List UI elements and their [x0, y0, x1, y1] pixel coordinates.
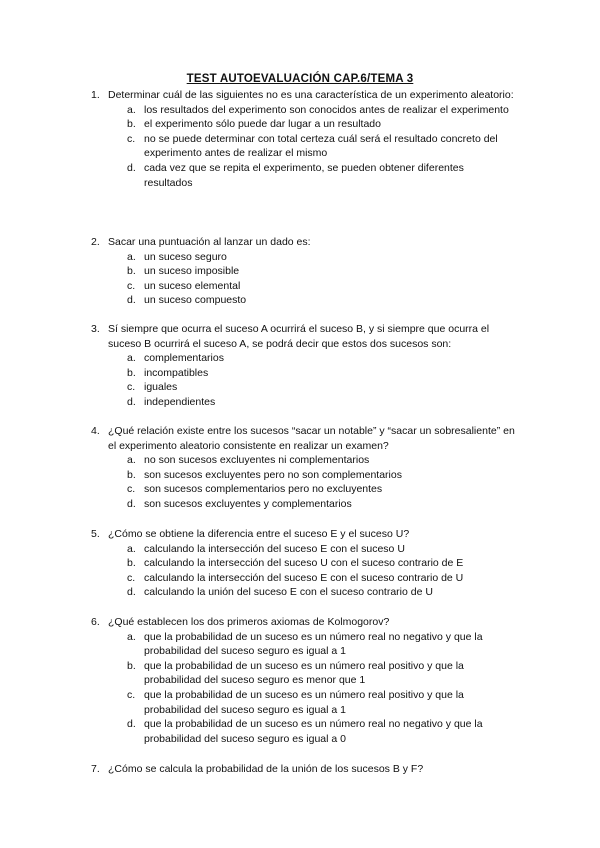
option-text: calculando la intersección del suceso E con el suceso U [144, 542, 405, 555]
option [108, 468, 510, 483]
option [108, 688, 510, 717]
question [0, 615, 600, 746]
option-text: calculando la intersección del suceso E con el suceso contrario de U [144, 571, 464, 584]
option-text: un suceso compuesto [144, 294, 247, 307]
question [0, 322, 600, 410]
option-list [108, 103, 600, 191]
option-list [108, 351, 600, 409]
option [108, 103, 510, 118]
option [108, 279, 510, 294]
option [108, 395, 510, 410]
option-letter: a. [127, 352, 136, 365]
option-letter: c. [127, 132, 136, 145]
option-text: son sucesos excluyentes pero no son complementarios [144, 468, 402, 481]
option-text: son sucesos excluyentes y complementarios [144, 497, 352, 510]
option-letter: b. [127, 265, 136, 278]
option [108, 556, 510, 571]
question [0, 762, 600, 777]
option-letter: d. [127, 497, 136, 510]
option-text: no son sucesos excluyentes ni complementarios [144, 454, 370, 467]
option [108, 453, 510, 468]
option-letter: d. [127, 161, 136, 174]
option [108, 542, 510, 557]
option [108, 630, 510, 659]
option-text: complementarios [144, 352, 224, 365]
question-number: 2. [91, 236, 100, 248]
option-list [108, 453, 600, 511]
option [108, 132, 510, 161]
option-letter: c. [127, 483, 136, 496]
question-text: ¿Qué establecen los dos primeros axiomas de Kolmogorov? [108, 616, 390, 628]
option [108, 161, 510, 190]
option-text: el experimento sólo puede dar lugar a un resultado [144, 118, 381, 131]
option-letter: a. [127, 542, 136, 555]
option-text: un suceso seguro [144, 250, 227, 263]
option-text: incompatibles [144, 366, 209, 379]
option [108, 293, 510, 308]
option-text: que la probabilidad de un suceso es un número real no negativo y que la probabilidad del suceso seguro es igual a 1 [144, 630, 483, 658]
option [108, 497, 510, 512]
question-number: 5. [91, 528, 100, 540]
option [108, 585, 510, 600]
option-list [108, 630, 600, 747]
option [108, 117, 510, 132]
option [108, 659, 510, 688]
question-text: Sí siempre que ocurra el suceso A ocurrirá el suceso B, y si siempre que ocurra el suceso B ocurrirá el suceso A, se podrá decir que estos dos sucesos son: [108, 323, 490, 350]
option-letter: b. [127, 366, 136, 379]
question-number: 6. [91, 616, 100, 628]
option-text: cada vez que se repita el experimento, se pueden obtener diferentes resultados [144, 161, 464, 189]
question-number: 4. [91, 425, 100, 437]
option-letter: a. [127, 250, 136, 263]
option-letter: a. [127, 454, 136, 467]
question-text: ¿Cómo se calcula la probabilidad de la unión de los sucesos B y F? [108, 763, 424, 775]
option-letter: c. [127, 381, 136, 394]
option-letter: b. [127, 118, 136, 131]
option [108, 366, 510, 381]
option-letter: c. [127, 688, 136, 701]
option-letter: d. [127, 294, 136, 307]
option-text: calculando la intersección del suceso U con el suceso contrario de E [144, 557, 464, 570]
option-text: independientes [144, 395, 216, 408]
page-title: TEST AUTOEVALUACIÓN CAP.6/TEMA 3 [186, 73, 414, 85]
question [0, 235, 600, 308]
option-letter: d. [127, 395, 136, 408]
question [0, 527, 600, 600]
option-text: son sucesos complementarios pero no excluyentes [144, 483, 383, 496]
option-text: un suceso elemental [144, 279, 241, 292]
option-text: los resultados del experimento son conocidos antes de realizar el experimento [144, 103, 509, 116]
option-text: calculando la unión del suceso E con el suceso contrario de U [144, 586, 433, 599]
option [108, 351, 510, 366]
question-number: 1. [91, 89, 100, 101]
option [108, 380, 510, 395]
question-number: 7. [91, 763, 100, 775]
option-list [108, 542, 600, 600]
option-text: que la probabilidad de un suceso es un número real no negativo y que la probabilidad del suceso seguro es igual a 0 [144, 718, 483, 745]
option-text: un suceso imposible [144, 265, 240, 278]
question [0, 88, 600, 190]
option-letter: b. [127, 468, 136, 481]
option-letter: b. [127, 557, 136, 570]
option [108, 717, 510, 746]
option-text: iguales [144, 381, 178, 394]
option [108, 482, 510, 497]
option-letter: c. [127, 279, 136, 292]
question-text: Determinar cuál de las siguientes no es una característica de un experimento aleatorio: [108, 89, 514, 101]
question [0, 424, 600, 512]
question-text: ¿Cómo se obtiene la diferencia entre el suceso E y el suceso U? [108, 528, 410, 540]
option-text: no se puede determinar con total certeza cuál será el resultado concreto del experimento antes de realizar el mismo [144, 132, 498, 160]
question-number: 3. [91, 323, 100, 335]
option-list [108, 250, 600, 308]
option-letter: c. [127, 571, 136, 584]
option-text: que la probabilidad de un suceso es un número real positivo y que la probabilidad del suceso seguro es menor que 1 [144, 659, 464, 687]
option-letter: a. [127, 630, 136, 643]
option [108, 264, 510, 279]
option-text: que la probabilidad de un suceso es un número real positivo y que la probabilidad del suceso seguro es igual a 1 [144, 688, 464, 716]
option-letter: d. [127, 718, 136, 731]
option-letter: b. [127, 659, 136, 672]
option [108, 250, 510, 265]
question-text: ¿Qué relación existe entre los sucesos “sacar un notable” y “sacar un sobresaliente” en el experimento aleatorio consistente en realizar un examen? [108, 425, 515, 452]
option [108, 571, 510, 586]
option-letter: d. [127, 586, 136, 599]
question-text: Sacar una puntuación al lanzar un dado es: [108, 236, 311, 248]
option-letter: a. [127, 103, 136, 116]
